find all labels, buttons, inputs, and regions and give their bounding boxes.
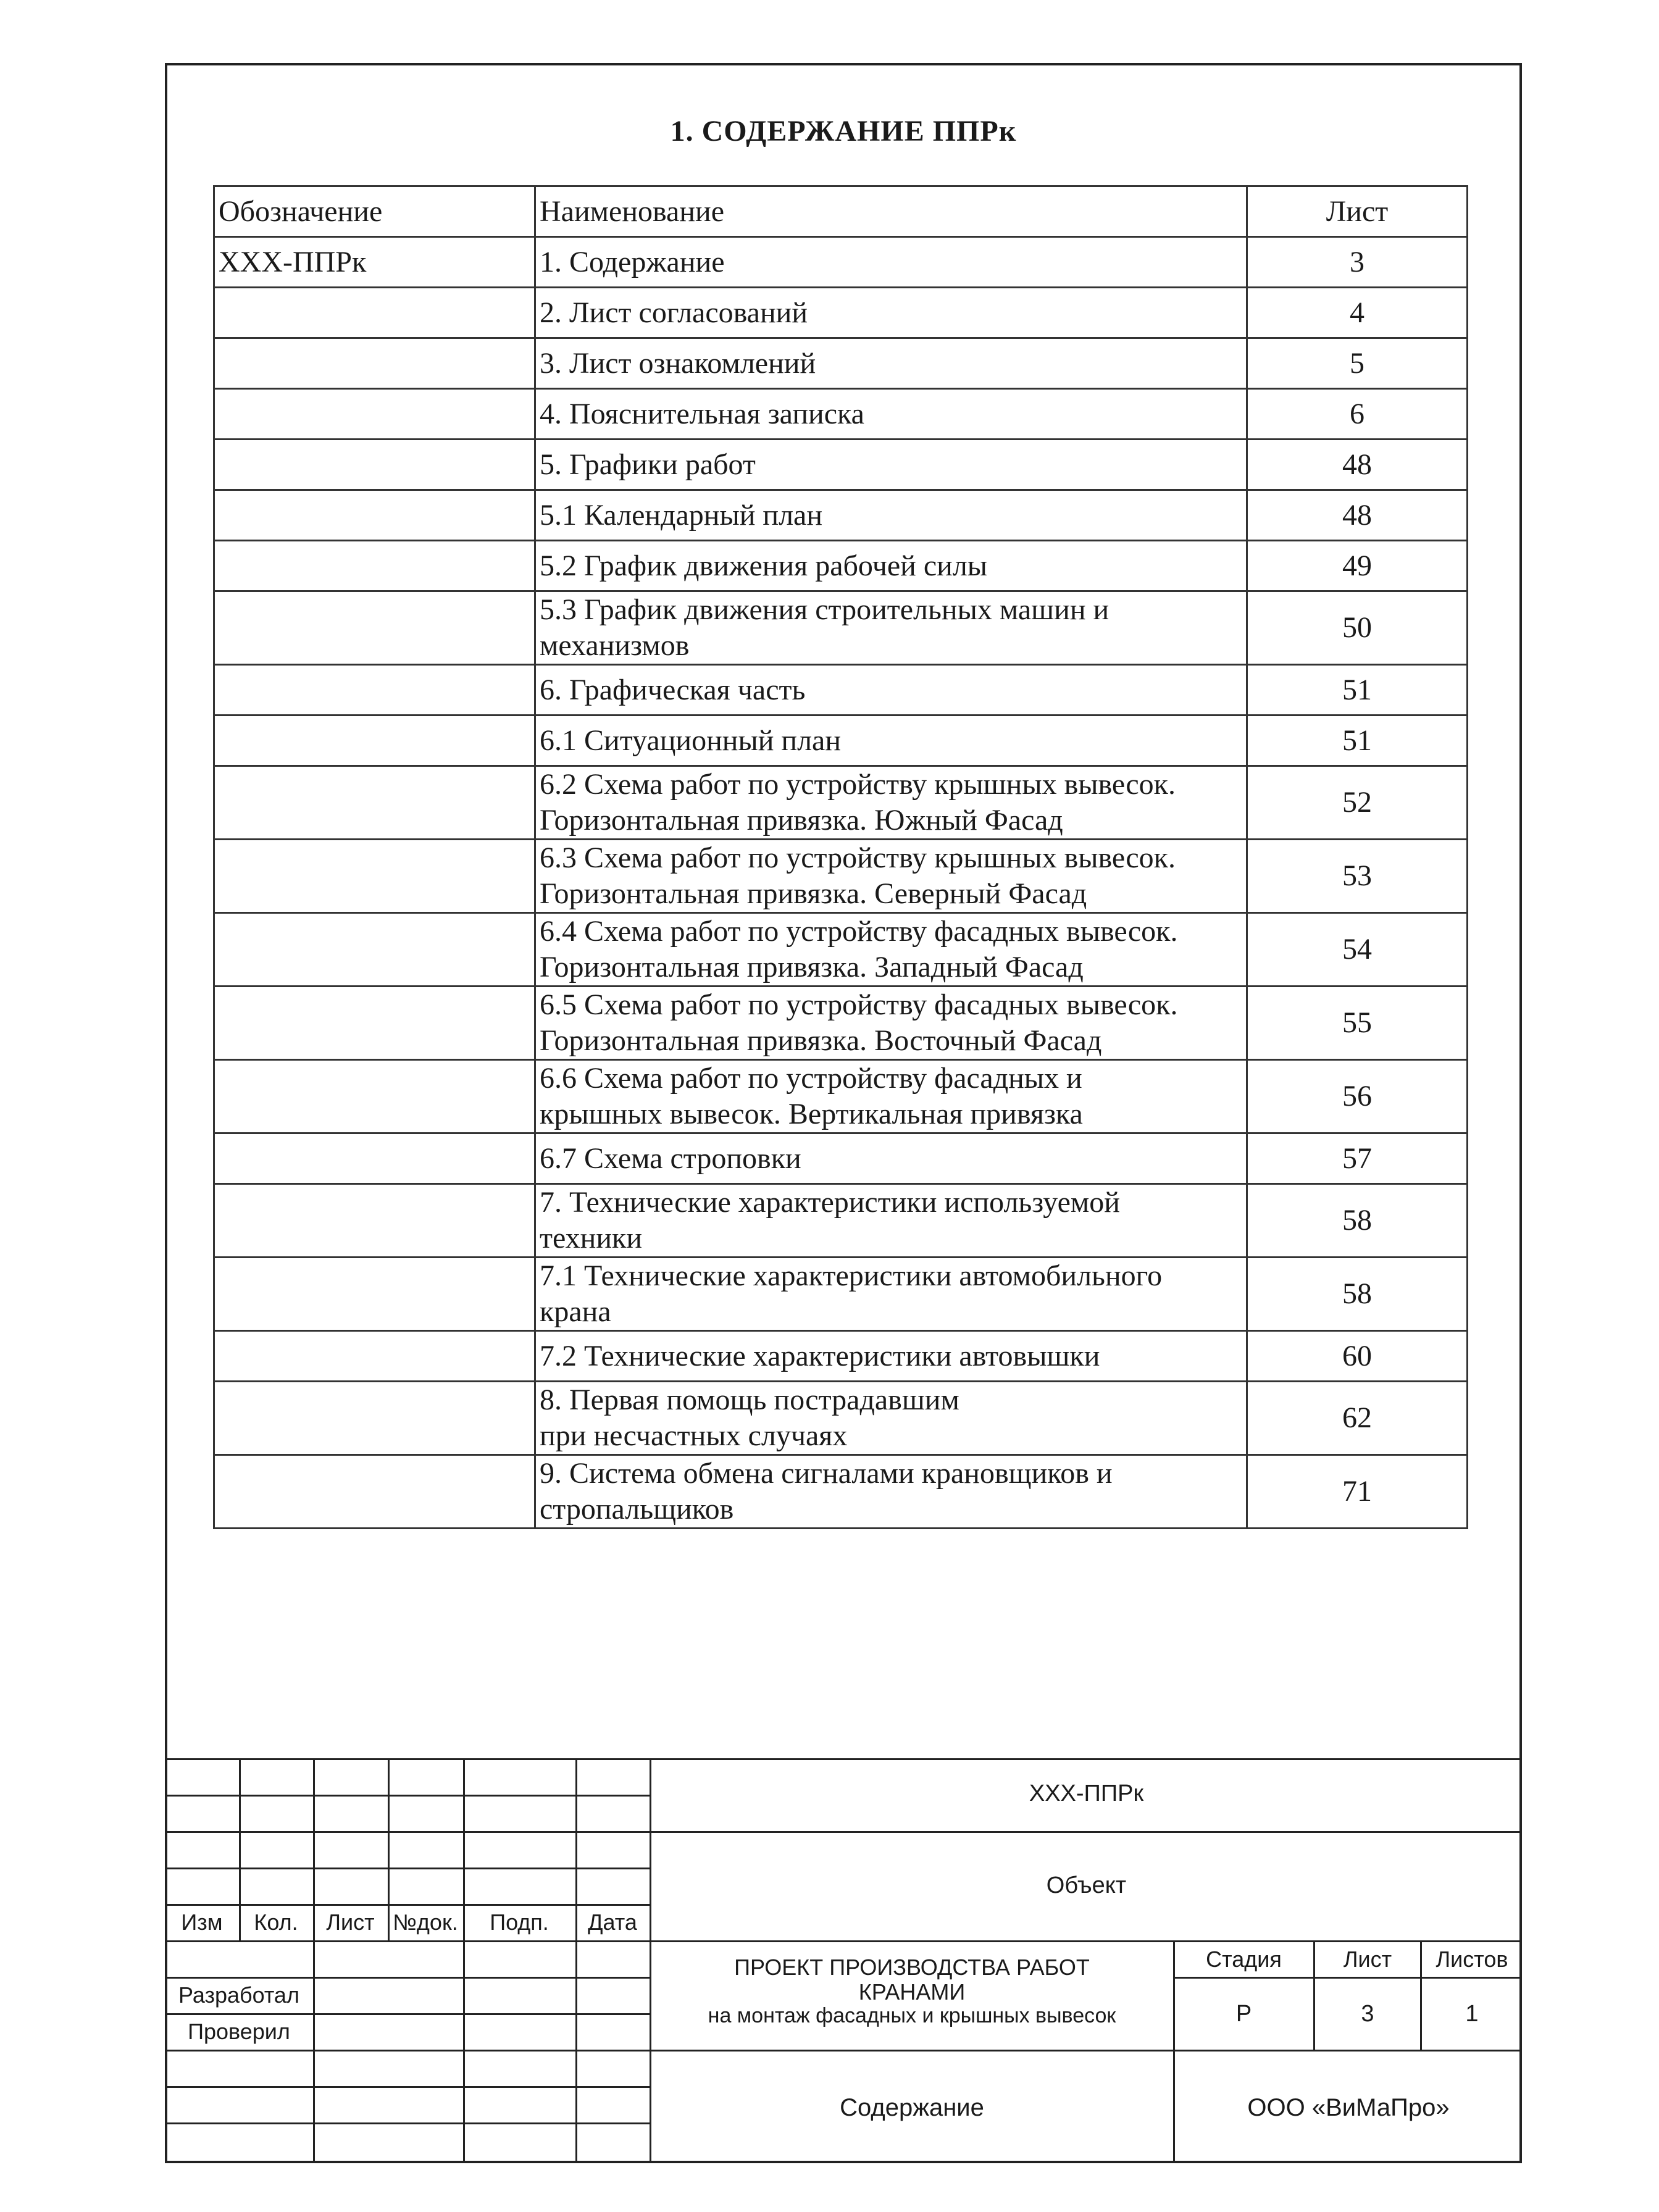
- cell-sheet: 49: [1247, 541, 1468, 591]
- header-name: Наименование: [535, 186, 1247, 237]
- cell-designation: [214, 389, 535, 440]
- table-row: [214, 1258, 1468, 1331]
- col-data-label: Дата: [588, 1909, 637, 1935]
- cell-sheet: 4: [1247, 288, 1468, 338]
- cell-name: 5.2 График движения рабочей силы: [535, 541, 1247, 591]
- cell-sheet: 54: [1247, 913, 1468, 987]
- table-row: [214, 1184, 1468, 1258]
- contents-table: [213, 185, 1468, 1529]
- cell-sheet: 6: [1247, 389, 1468, 440]
- cell-sheet: 3: [1247, 237, 1468, 288]
- col-izm-label: Изм: [181, 1909, 223, 1935]
- table-row: [214, 766, 1468, 840]
- cell-sheet: 71: [1247, 1455, 1468, 1529]
- cell-name: 1. Содержание: [535, 237, 1247, 288]
- cell-name: 5. Графики работ: [535, 440, 1247, 490]
- checked-label: Проверил: [188, 2019, 290, 2044]
- cell-name: 8. Первая помощь пострадавшим при несчастных случаях: [535, 1382, 1247, 1455]
- cell-sheet: 55: [1247, 987, 1468, 1060]
- cell-sheet: 50: [1247, 591, 1468, 665]
- table-row: [214, 541, 1468, 591]
- cell-name: 7.2 Технические характеристики автовышки: [535, 1331, 1247, 1382]
- cell-name: 6.2 Схема работ по устройству крышных вывесок. Горизонтальная привязка. Южный Фасад: [535, 766, 1247, 840]
- col-ndok-label: №док.: [393, 1909, 458, 1935]
- table-row: [214, 716, 1468, 766]
- cell-designation: [214, 665, 535, 716]
- cell-sheet: 57: [1247, 1133, 1468, 1184]
- sheets-label: Листов: [1435, 1947, 1508, 1972]
- table-row: [214, 591, 1468, 665]
- cell-sheet: 48: [1247, 440, 1468, 490]
- project-title-line1: ПРОЕКТ ПРОИЗВОДСТВА РАБОТ: [734, 1955, 1090, 1980]
- cell-name: 4. Пояснительная записка: [535, 389, 1247, 440]
- cell-sheet: 62: [1247, 1382, 1468, 1455]
- col-list-label: Лист: [326, 1909, 375, 1935]
- cell-sheet: 5: [1247, 338, 1468, 389]
- cell-name: 6.5 Схема работ по устройству фасадных вывесок. Горизонтальная привязка. Восточный Фасад: [535, 987, 1247, 1060]
- document-code: ХХХ-ППРк: [1029, 1780, 1144, 1806]
- cell-designation: [214, 591, 535, 665]
- cell-sheet: 51: [1247, 665, 1468, 716]
- col-podp-label: Подп.: [490, 1909, 549, 1935]
- table-row: [214, 1331, 1468, 1382]
- cell-sheet: 51: [1247, 716, 1468, 766]
- table-row: [214, 1455, 1468, 1529]
- cell-designation: [214, 1060, 535, 1133]
- cell-designation: [214, 1184, 535, 1258]
- project-title-line2: КРАНАМИ: [858, 1979, 966, 2005]
- cell-designation: [214, 338, 535, 389]
- cell-name: 7. Технические характеристики используемой техники: [535, 1184, 1247, 1258]
- table-row: [214, 237, 1468, 288]
- cell-name: 5.1 Календарный план: [535, 490, 1247, 541]
- cell-designation: [214, 1331, 535, 1382]
- table-row: [214, 389, 1468, 440]
- title-block: [165, 1758, 1522, 2163]
- table-row: [214, 440, 1468, 490]
- cell-name: 6.7 Схема строповки: [535, 1133, 1247, 1184]
- cell-designation: [214, 913, 535, 987]
- table-row: [214, 913, 1468, 987]
- table-row: [214, 840, 1468, 913]
- sheets-value: 1: [1465, 2001, 1479, 2027]
- cell-name: 5.3 График движения строительных машин и механизмов: [535, 591, 1247, 665]
- cell-name: 6. Графическая часть: [535, 665, 1247, 716]
- cell-sheet: 60: [1247, 1331, 1468, 1382]
- company-name: ООО «ВиМаПро»: [1247, 2094, 1450, 2121]
- sheet-value: 3: [1361, 2001, 1374, 2027]
- header-sheet: Лист: [1247, 186, 1468, 237]
- cell-designation: [214, 716, 535, 766]
- cell-sheet: 52: [1247, 766, 1468, 840]
- object-name: Объект: [1046, 1872, 1127, 1898]
- developed-label: Разработал: [178, 1982, 299, 2008]
- cell-sheet: 58: [1247, 1184, 1468, 1258]
- cell-name: 6.1 Ситуационный план: [535, 716, 1247, 766]
- section-name: Содержание: [840, 2094, 984, 2121]
- table-row: [214, 1060, 1468, 1133]
- cell-name: 6.3 Схема работ по устройству крышных вывесок. Горизонтальная привязка. Северный Фасад: [535, 840, 1247, 913]
- cell-sheet: 48: [1247, 490, 1468, 541]
- cell-sheet: 56: [1247, 1060, 1468, 1133]
- document-title: 1. СОДЕРЖАНИЕ ППРк: [670, 115, 1017, 148]
- cell-designation: [214, 1382, 535, 1455]
- table-row: [214, 665, 1468, 716]
- cell-sheet: 53: [1247, 840, 1468, 913]
- cell-designation: [214, 1133, 535, 1184]
- cell-name: 2. Лист согласований: [535, 288, 1247, 338]
- table-row: [214, 1133, 1468, 1184]
- cell-sheet: 58: [1247, 1258, 1468, 1331]
- header-designation: Обозначение: [214, 186, 535, 237]
- table-row: [214, 338, 1468, 389]
- cell-designation: [214, 1455, 535, 1529]
- cell-name: 6.6 Схема работ по устройству фасадных и крышных вывесок. Вертикальная привязка: [535, 1060, 1247, 1133]
- stage-label: Стадия: [1206, 1947, 1282, 1972]
- cell-designation: [214, 541, 535, 591]
- cell-designation: [214, 987, 535, 1060]
- cell-designation: ХХХ-ППРк: [214, 237, 535, 288]
- cell-name: 7.1 Технические характеристики автомобильного крана: [535, 1258, 1247, 1331]
- table-header-row: [214, 186, 1468, 237]
- stage-value: Р: [1235, 2001, 1252, 2027]
- table-row: [214, 1382, 1468, 1455]
- cell-name: 3. Лист ознакомлений: [535, 338, 1247, 389]
- col-kol-label: Кол.: [254, 1909, 298, 1935]
- table-row: [214, 490, 1468, 541]
- cell-name: 9. Система обмена сигналами крановщиков и стропальщиков: [535, 1455, 1247, 1529]
- cell-designation: [214, 440, 535, 490]
- cell-designation: [214, 840, 535, 913]
- sheet-label: Лист: [1343, 1947, 1392, 1972]
- table-row: [214, 288, 1468, 338]
- cell-designation: [214, 490, 535, 541]
- cell-designation: [214, 288, 535, 338]
- cell-designation: [214, 1258, 535, 1331]
- table-row: [214, 987, 1468, 1060]
- cell-name: 6.4 Схема работ по устройству фасадных вывесок. Горизонтальная привязка. Западный Фасад: [535, 913, 1247, 987]
- project-title-line3: на монтаж фасадных и крышных вывесок: [708, 2004, 1116, 2027]
- cell-designation: [214, 766, 535, 840]
